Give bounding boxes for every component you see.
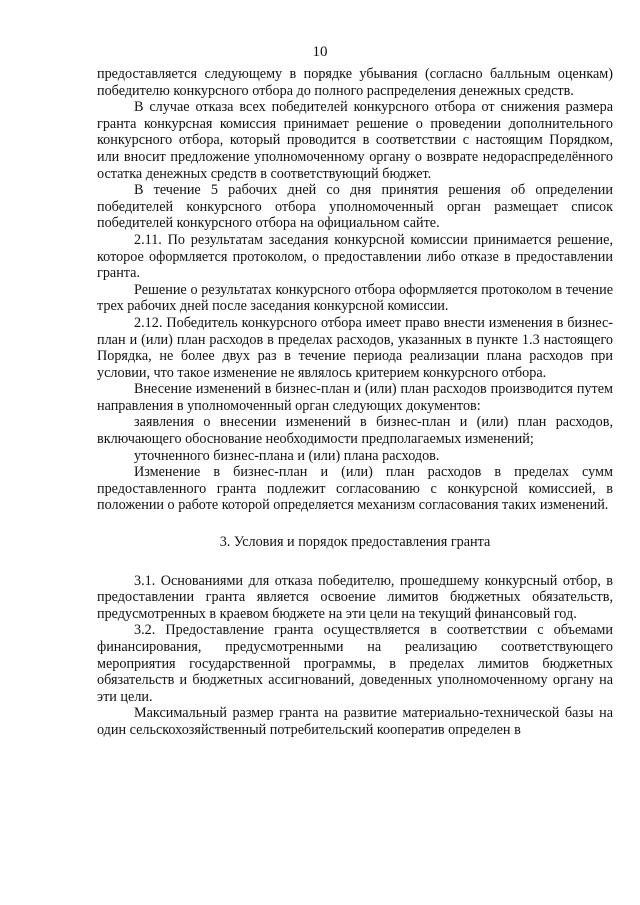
section-heading: 3. Условия и порядок предоставления гранта [219, 534, 491, 551]
document-body [97, 66, 613, 739]
paragraph: Решение о результатах конкурсного отбора оформляется протоколом в течение трех рабочих дней после заседания конкурсной комиссии. [97, 281, 613, 315]
paragraph: Максимальный размер гранта на развитие материально-технической базы на один сельскохозяйственный потребительский кооператив определен в [97, 705, 613, 738]
page-number: 10 [312, 44, 328, 60]
paragraph: 2.12. Победитель конкурсного отбора имеет право внести изменения в бизнес-план и (или) план расходов в пределах расходов, указанных в пункте 1.3 настоящего Порядка, не более двух раз в течение периода реализации плана расходов при условии, что такое изменение не являлось критерием конкурсного отбора. [97, 314, 613, 381]
paragraph: заявления о внесении изменений в бизнес-план и (или) план расходов, включающего обоснование необходимости предполагаемых изменений; [97, 414, 613, 448]
paragraph: предоставляется следующему в порядке убывания (согласно балльным оценкам) победителю конкурсного отбора до полного распределения денежных средств. [97, 66, 613, 99]
paragraph: 3.1. Основаниями для отказа победителю, прошедшему конкурсный отбор, в предоставлении гранта является освоение лимитов бюджетных обязательств, предусмотренных в краевом бюджете на эти цели на текущий финансовый год. [97, 572, 613, 622]
paragraph: Изменение в бизнес-план и (или) план расходов в пределах сумм предоставленного гранта подлежит согласованию с конкурсной комиссией, в положении о работе которой определяется механизм согласования таких изменений. [97, 464, 613, 514]
paragraph: В случае отказа всех победителей конкурсного отбора от снижения размера гранта конкурсная комиссия принимает решение о проведении дополнительного конкурсного отбора, который проводится в соответствии с настоящим Порядком, или вносит предложение уполномоченному органу о возврате недораспределённого остатка денежных средств в соответствующий бюджет. [97, 99, 613, 182]
paragraph: 2.11. По результатам заседания конкурсной комиссии принимается решение, которое оформляется протоколом, о предоставлении либо отказе в предоставлении гранта. [97, 231, 613, 282]
paragraph: Внесение изменений в бизнес-план и (или) план расходов производится путем направления в уполномоченный орган следующих документов: [97, 381, 613, 414]
paragraph: уточненного бизнес-плана и (или) плана расходов. [134, 447, 440, 464]
paragraph: 3.2. Предоставление гранта осуществляется в соответствии с объемами финансирования, предусмотренными на реализацию соответствующего мероприятия государственной программы, в пределах лимитов бюджетных обязательств и бюджетных ассигнований, доведенных уполномоченному органу на эти цели. [97, 622, 613, 705]
paragraph: В течение 5 рабочих дней со дня принятия решения об определении победителей конкурсного отбора уполномоченный орган размещает список победителей конкурсного отбора на официальном сайте. [97, 182, 613, 232]
